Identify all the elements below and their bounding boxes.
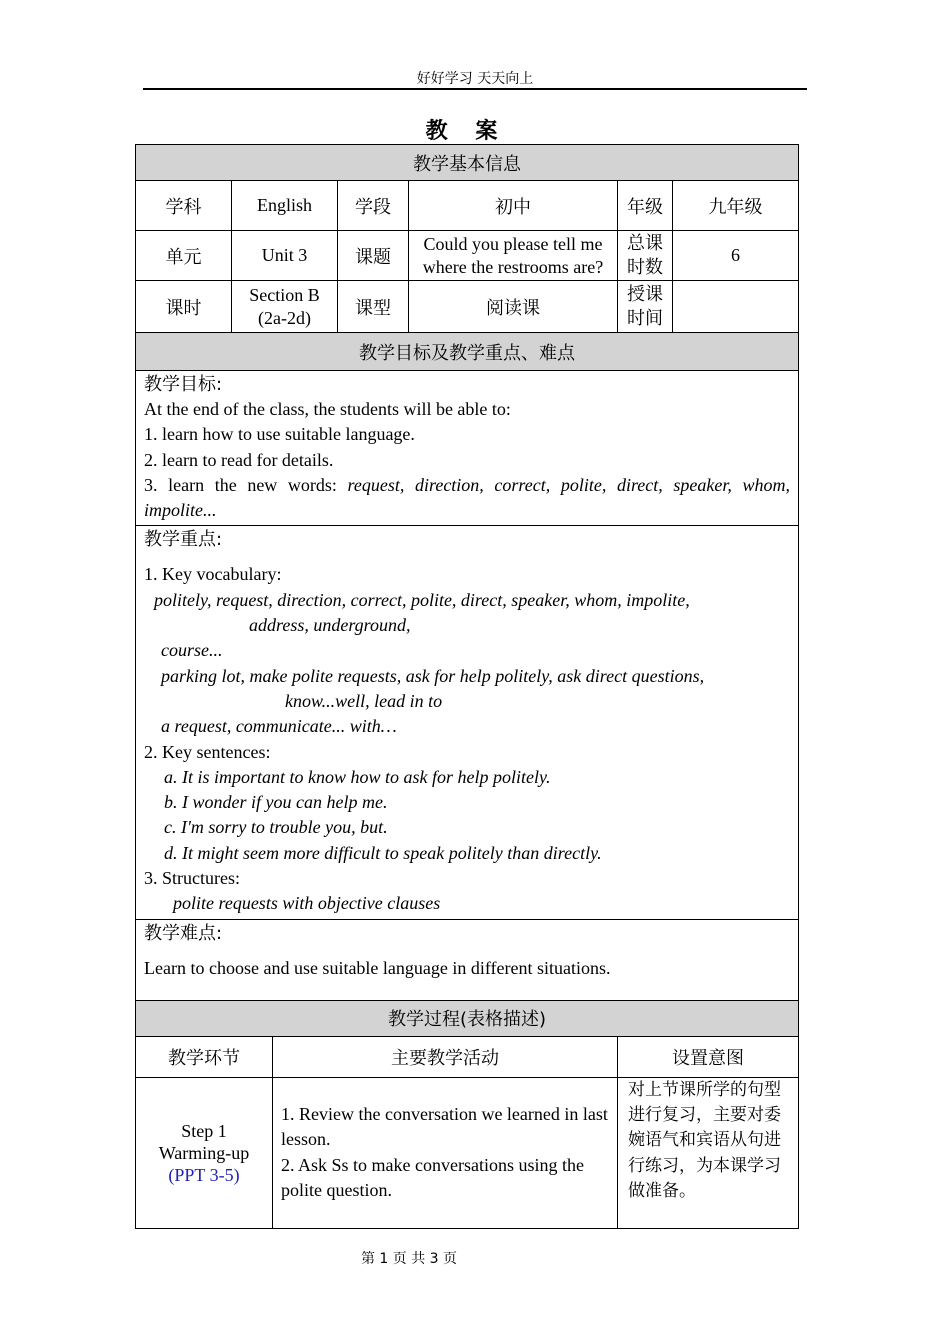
teach-time-label (618, 281, 673, 333)
col-stage-header: 教学环节 (136, 1036, 273, 1077)
grade-value: 九年级 (673, 181, 799, 231)
stage-label: 学段 (338, 181, 409, 231)
goal-item (144, 473, 790, 524)
teach-time-value (673, 281, 799, 333)
key-vocab-title: 1. Key vocabulary: (144, 564, 282, 585)
page-footer: 第 1 页 共 3 页 (360, 1251, 458, 1267)
total-hours-value: 6 (673, 231, 799, 281)
goal-3-words: request, direction, correct, polite, direct, speaker, whom, impolite... (144, 474, 791, 521)
period-value (232, 281, 338, 333)
total-hours-label (618, 231, 673, 281)
unit-label: 单元 (136, 231, 232, 281)
col-activity-header: 主要教学活动 (273, 1036, 618, 1077)
vocab-line: know...well, lead in to (285, 690, 443, 711)
subject-label: 学科 (136, 181, 232, 231)
activity-item: 2. Ask Ss to make conversations using the polite question. (281, 1154, 584, 1200)
lesson-plan-table (135, 144, 799, 1229)
period-value-line1: Section B (249, 284, 320, 305)
total-hours-label-line1: 总课 (627, 232, 663, 254)
structures-title: 3. Structures: (144, 868, 240, 889)
goal-item: 2. learn to read for details. (144, 449, 334, 470)
key-points-heading: 教学重点: (144, 529, 223, 551)
difficulty-heading: 教学难点: (144, 922, 223, 944)
activity-item: 1. Review the conversation we learned in last lesson. (281, 1104, 608, 1150)
goal-3-prefix: 3. learn the new words: (144, 474, 348, 495)
goal-item: 1. learn how to use suitable language. (144, 424, 415, 445)
objectives-header: 教学目标及教学重点、难点 (136, 333, 799, 371)
topic-label: 课题 (338, 231, 409, 281)
process-header: 教学过程(表格描述) (136, 1000, 799, 1036)
goals-heading: 教学目标: (144, 374, 223, 395)
step-number: Step 1 (181, 1120, 227, 1141)
unit-value: Unit 3 (232, 231, 338, 281)
key-points-cell (136, 526, 799, 919)
key-sentence: a. It is important to know how to ask for help politely. (164, 766, 551, 787)
document-title: 教 案 (425, 119, 508, 144)
total-hours-label-line2: 时数 (627, 256, 663, 278)
step-name: Warming-up (158, 1142, 250, 1163)
vocab-line: course... (161, 640, 223, 661)
goals-intro: At the end of the class, the students will be able to: (144, 399, 511, 419)
process-row (136, 1077, 799, 1228)
vocab-line: a request, communicate... with… (161, 716, 397, 737)
stage-value: 初中 (409, 181, 618, 231)
intent-cell: 对上节课所学的句型进行复习，主要对委婉语气和宾语从句进行练习，为本课学习做准备。 (618, 1077, 799, 1228)
grade-label: 年级 (618, 181, 673, 231)
subject-value: English (232, 181, 338, 231)
teaching-goals-cell (136, 371, 799, 526)
structure-item: polite requests with objective clauses (173, 893, 441, 914)
vocab-line: parking lot, make polite requests, ask for help politely, ask direct questions, (161, 665, 705, 686)
key-sentences-title: 2. Key sentences: (144, 741, 271, 762)
key-sentence: b. I wonder if you can help me. (164, 792, 388, 813)
period-value-line2: (2a-2d) (258, 307, 311, 328)
teach-time-label-line2: 时间 (627, 307, 663, 329)
vocab-line: address, underground, (249, 615, 411, 636)
lesson-type-value: 阅读课 (409, 281, 618, 333)
key-sentence: c. I'm sorry to trouble you, but. (164, 817, 388, 838)
period-label: 课时 (136, 281, 232, 333)
vocab-line: politely, request, direction, correct, polite, direct, speaker, whom, impolite, (154, 589, 690, 610)
difficulty-cell (136, 919, 799, 1000)
difficulty-text: Learn to choose and use suitable language in different situations. (144, 957, 611, 978)
header-rule (143, 88, 807, 90)
basic-info-header: 教学基本信息 (136, 145, 799, 181)
ppt-reference: (PPT 3-5) (168, 1164, 240, 1185)
page-header: 好好学习 天天向上 (416, 71, 534, 87)
step-cell (136, 1077, 273, 1228)
activity-cell (273, 1077, 618, 1228)
key-sentence: d. It might seem more difficult to speak politely than directly. (164, 842, 602, 863)
topic-value: Could you please tell me where the restrooms are? (409, 231, 618, 281)
teach-time-label-line1: 授课 (627, 283, 663, 305)
col-intent-header: 设置意图 (618, 1036, 799, 1077)
lesson-type-label: 课型 (338, 281, 409, 333)
